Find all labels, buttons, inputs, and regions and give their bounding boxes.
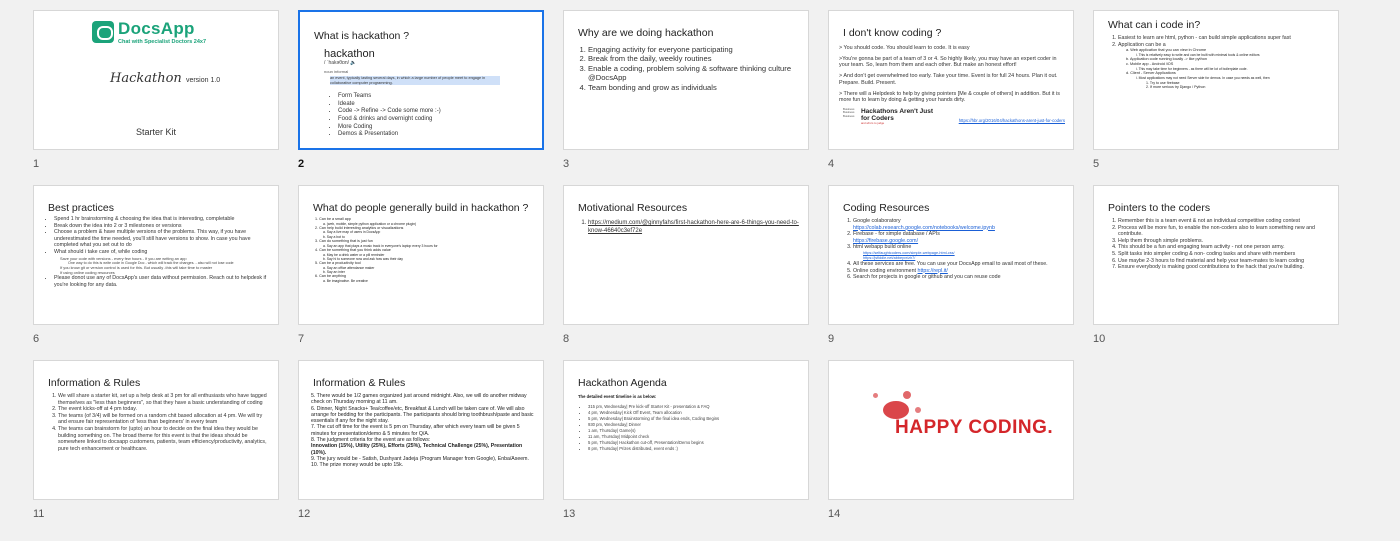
rule-line: 10. The prize money would be upto 15k. <box>311 462 404 469</box>
list-item: • Choose a problem & have multiple versions of the problems. This way, if you have underestimated the time needed, you'll still have versions to show. In case you have completed what you set out to do <box>54 229 270 249</box>
paint-splat <box>903 391 911 399</box>
list-item: One way to do this is write code in Google Doc - which will track the changes. - also will not lose code <box>68 260 234 265</box>
slide-number: 9 <box>828 333 835 345</box>
paragraph: >You're gonna be part of a team of 3 or 4. So highly likely, you may have an expert coder in your team. So, learn from them and each other. But make an honest effort! <box>839 55 1057 69</box>
agenda-item: • 930 pm, Wednesday| Dinner <box>588 422 800 428</box>
numbered-list <box>1104 218 1330 271</box>
agenda-item: • 315 pm, Wednesday| Pre kick-off Starter Kit - presentation & FAQ <box>588 404 800 410</box>
slide-number: 14 <box>828 508 841 520</box>
agenda-list <box>574 404 800 452</box>
agenda-item: • 8 pm, Thursday| Prizes distributed, event ends :) <box>588 446 800 452</box>
list-item: 6. Can be anything <box>315 274 346 279</box>
list-item: • Please donot use any of DocsApp's user data without permission. Reach out to helpdesk if you're looking for any data. <box>54 275 270 288</box>
slide-number: 10 <box>1093 333 1106 345</box>
agenda-item: • 5 pm, Thursday| Hackathon cut-off, Presentation/Demo begins <box>588 440 800 446</box>
list-item: 1. Can be a small app <box>315 217 351 221</box>
numbered-list <box>44 393 270 452</box>
slide-cell-8 <box>563 185 809 347</box>
list-item: b. Say a bot to <box>323 234 345 239</box>
agenda-item: • 4 pm, Wednesday| Kick Off Event, Team allocation <box>588 410 800 416</box>
slide-title: Hackathon version 1.0 <box>110 71 221 86</box>
list-item: 5. Split tasks into simpler coding & non- coding tasks and share with members <box>1118 251 1330 258</box>
slide-cell-4 <box>828 10 1074 172</box>
slide-cell-6 <box>33 185 279 347</box>
bullet-list <box>324 93 534 139</box>
slide-thumbnail-10[interactable] <box>1093 185 1339 325</box>
rule-line: 8. The judgment criteria for the event are as follows: <box>311 437 431 444</box>
slide-title: Best practices <box>48 202 114 214</box>
list-item: 4. The teams can brainstorm for (upto) an hour to decide on the final idea they would be building something on. The broad theme for this event is that the ideas should be somewhere linked to docsapp customers, patients, team efficiency/productivity, analytics, pure tech enhancement or healthcare. <box>58 426 270 452</box>
list-item: 5. Can be a productivity tool <box>315 261 361 266</box>
slide-cell-13 <box>563 360 809 522</box>
slide-title: What is hackathon ? <box>314 30 410 42</box>
rule-line: 6. Dinner, Night Snacks+ Tea/coffee/etc, Breakfast & Lunch will be taken care of. We will also arrange for bedding for the participants. The participants should bring toothbrush/paste and basic essentials if any for the night stay. <box>311 405 534 425</box>
list-item: 2. The event kicks-off at 4 pm today. <box>58 406 270 413</box>
list-item: 3. html webapp build online https://selfaughtcoders.com/simple-webpage-html-css/ https://jsfiddle.net/abbeyvr/zh7/ <box>853 244 1065 261</box>
agenda-item: • 11 am, Thursday| Midpoint check <box>588 434 800 440</box>
list-item: 3. Can do something that is just fun <box>315 239 373 244</box>
paragraph: > There will a Helpdesk to help by giving pointers [Me & couple of others] in addition. But it is more fun to learn by doing & getting your hands dirty. <box>839 90 1060 104</box>
slide-cell-7 <box>298 185 544 347</box>
list-item: i. Most applications may not need Server side for demos. In case you needs as well, then <box>1136 76 1270 81</box>
list-item: 6. Use maybe 2-3 hours to find material and help your team-mates to learn coding <box>1118 258 1330 265</box>
bullet-list <box>44 216 270 256</box>
article-title: Hackathons Aren't Just for Coders <box>860 107 934 122</box>
motivational-link[interactable]: 1. https://medium.com/@ginnyfahs/first-hackathon-here-are-6-things-you-need-to-know-46640c3ef72e <box>588 220 800 235</box>
list-item: a. May be a drink water or a pill reminder <box>323 252 385 257</box>
slide-thumbnail-8[interactable] <box>563 185 809 325</box>
slide-number: 12 <box>298 508 311 520</box>
list-item: • Form Teams <box>338 93 534 101</box>
slide-title: What do people generally build in hackathon ? <box>313 202 529 214</box>
list-item: b. Application code running locally -> like python <box>1126 57 1207 62</box>
slide-thumbnail-4[interactable] <box>828 10 1074 150</box>
slide-subtitle: Starter Kit <box>136 127 177 137</box>
slide-thumbnail-13[interactable] <box>563 360 809 500</box>
slide-cell-10 <box>1093 185 1339 347</box>
slide-title: Coding Resources <box>843 202 930 214</box>
slide-title: Information & Rules <box>313 377 406 389</box>
dictionary-pos: noun informal <box>324 69 349 74</box>
rule-line: 5. There would be 1/2 games organized just around midnight. Also, we will do another midway check on Thursday morning at 11 am. <box>311 393 527 406</box>
list-item: • Demos & Presentation <box>338 131 534 139</box>
article-sub: and who's to judge <box>860 120 885 125</box>
list-item: 1. Try to use firebase <box>1146 80 1180 85</box>
list-item: i. This may take time for beginners - as there will be lot of boilerplate code. <box>1136 66 1248 71</box>
logo-name: DocsApp <box>118 19 195 38</box>
chat-bubble-icon <box>92 21 114 43</box>
paragraph: > And don't get overwhelmed too early. Take your time. Event is for full 24 hours. Plan it out. Prepare. Build. Present. <box>839 73 1058 86</box>
slide-number: 3 <box>563 158 570 170</box>
list-item: • Break down the idea into 2 or 3 milestones or versions <box>54 223 270 230</box>
colab-link[interactable]: https://colab.research.google.com/notebooks/welcome.ipynb <box>853 224 995 231</box>
slide-number: 8 <box>563 333 570 345</box>
list-item: a. Web application that you can view in Chrome <box>1126 48 1207 53</box>
list-item: 4. All these services are free. You can use your DocsApp email to avail most of these. <box>853 261 1065 268</box>
slide-title: Why are we doing hackathon <box>578 27 714 39</box>
list-item: 2. If more serious try Django / Python <box>1146 85 1206 90</box>
slide-thumbnail-1[interactable] <box>33 10 279 150</box>
list-item: 3. Help them through simple problems. <box>1118 238 1330 245</box>
replit-link[interactable]: https://repl.it/ <box>917 267 948 274</box>
article-source: Business Business Business <box>843 106 855 118</box>
slide-thumbnail-6[interactable] <box>33 185 279 325</box>
paint-splat <box>873 393 878 398</box>
slide-number: 7 <box>298 333 305 345</box>
slide-cell-1 <box>33 10 279 172</box>
list-item: • Code -> Refine -> Code some more :-) <box>338 108 534 116</box>
slide-thumbnail-12[interactable] <box>298 360 544 500</box>
list-item: If using online coding resources <box>60 270 115 276</box>
slide-number: 6 <box>33 333 40 345</box>
slide-title: I don't know coding ? <box>843 27 942 39</box>
bullet-list <box>44 275 270 288</box>
list-item: 2. Break from the daily, weekly routines <box>588 54 800 63</box>
list-item: a. Say an office attendance maker <box>323 265 375 270</box>
webpage-link[interactable]: https://selfaughtcoders.com/simple-webpage-html-css/ <box>863 250 955 255</box>
list-item: a. Be imaginative. Be creative <box>323 278 368 283</box>
list-item: • Spend 1 hr brainstorming & choosing the idea that is interesting, completable <box>54 216 270 223</box>
list-item: 2. Process will be more fun, to enable the non-coders also to learn something new and contribute. <box>1118 225 1330 238</box>
slide-number: 2 <box>298 158 305 170</box>
rule-line: 7. The cut off time for the event is 5 pm on Thursday, after which every team will be given 5 minutes for presentation/demo & 5 minutes for Q/A. <box>311 424 520 437</box>
slide-thumbnail-9[interactable] <box>828 185 1074 325</box>
list-item: 1. Google colaboratory https://colab.research.google.com/notebooks/welcome.ipynb <box>853 218 1065 231</box>
happy-coding-text: HAPPY CODING. <box>895 417 1054 438</box>
agenda-item: • 1 am, Thursday| Game(s) <box>588 428 800 434</box>
dictionary-phonetic: / ˈhakəθɒn/ 🔈 <box>324 60 357 66</box>
list-item: 1. Easiest to learn are html, python - can build simple applications super fast <box>1118 35 1330 42</box>
list-item: 3. The teams (of 3/4) will be formed on a random chit based allocation at 4 pm. We will try and ensure fair representation of 'less than beginners' in every team <box>58 413 270 426</box>
list-item: Save your code with versions - every few hours - If you are writing an app <box>60 255 187 261</box>
slide-thumbnail-7[interactable] <box>298 185 544 325</box>
list-item: 1. Engaging activity for everyone participating <box>588 45 800 54</box>
slide-thumbnail-3[interactable] <box>563 10 809 150</box>
happy-coding-image <box>843 383 1059 467</box>
agenda-intro: The detailed event timeline is as below: <box>578 394 657 399</box>
jsfiddle-link[interactable]: https://jsfiddle.net/abbeyvr/zh7/ <box>863 255 916 260</box>
slide-cell-14 <box>828 360 1074 522</box>
slide-number: 1 <box>33 158 40 170</box>
list-item: 4. Can be something that you think adds value <box>315 247 391 252</box>
list-item: 7. Ensure everybody is making good contributions to the hack that you're building. <box>1118 264 1330 271</box>
list-item: 6. Search for projects in google or github and you can reuse code <box>853 274 1065 281</box>
slide-number: 13 <box>563 508 576 520</box>
slide-title: Information & Rules <box>48 377 141 389</box>
slide-thumbnail-11[interactable] <box>33 360 279 500</box>
slide-thumbnail-5[interactable] <box>1093 10 1339 150</box>
numbered-list <box>574 45 800 92</box>
slide-title: Motivational Resources <box>578 202 688 214</box>
version-label: version 1.0 <box>185 77 221 84</box>
list-item: 3. Enable a coding, problem solving & software thinking culture @DocsApp <box>588 64 800 83</box>
slide-thumbnail-14[interactable] <box>828 360 1074 500</box>
list-item: c. Mobile app - Android /iOS <box>1126 62 1174 67</box>
list-item: 1. Remember this is a team event & not an individual competitive coding contest <box>1118 218 1330 225</box>
numbered-list <box>574 220 800 235</box>
slide-cell-11 <box>33 360 279 522</box>
paint-splat <box>915 407 921 413</box>
numbered-list <box>1104 35 1330 48</box>
list-item: b. Say an inter <box>323 270 345 275</box>
list-item: a. Say a live map of users in DocsApp <box>323 230 381 235</box>
list-item: • Ideate <box>338 101 534 109</box>
rule-line: 9. The jury would be - Satish, Dushyant Jadeja (Program Manager from Google), Enba/Aseem. <box>311 455 529 462</box>
dictionary-definition: an event, typically lasting several days, in which a large number of people meet to engage in collaborative computer programming. <box>330 76 500 85</box>
numbered-list <box>839 218 1065 281</box>
article-preview <box>843 108 1065 125</box>
list-item: 2. Can help build interesting analytics or visualizations <box>315 225 404 230</box>
article-link[interactable]: https://hbr.org/2016/04/hackathons-arent-just-for-coders <box>958 117 1065 123</box>
numbered-list <box>309 217 535 283</box>
slide-thumbnail-2[interactable] <box>298 10 544 150</box>
list-item: a. (web, mobile, simple python application or a chrome plugin) <box>323 221 417 226</box>
list-item: 4. Team bonding and grow as individuals <box>588 83 800 92</box>
slide-number: 11 <box>33 508 45 520</box>
slide-cell-12 <box>298 360 544 522</box>
docsapp-logo <box>92 19 206 45</box>
slide-number: 4 <box>828 158 835 170</box>
slide-cell-2 <box>298 10 544 172</box>
list-item: 2. Firebase - for simple database / APIs https://firebase.google.com/ <box>853 231 1065 244</box>
list-item: b. Say hi to someone now and ask how was their day <box>323 256 403 261</box>
list-item: i. This is relatively easy to write and can be built with minimal tools & online editors <box>1136 52 1260 57</box>
slide-cell-5 <box>1093 10 1339 172</box>
slide-number: 5 <box>1093 158 1100 170</box>
list-item: 4. This should be a fun and engaging team activity - not one person army. <box>1118 244 1330 251</box>
list-item: • Food & drinks and overnight coding <box>338 116 534 124</box>
firebase-link[interactable]: https://firebase.google.com/ <box>853 237 919 244</box>
slide-title: Pointers to the coders <box>1108 202 1211 214</box>
list-item: 5. Online coding environment https://repl.it/ <box>853 268 1065 275</box>
logo-tagline: Chat with Specialist Doctors 24x7 <box>118 39 207 45</box>
list-item: • More Coding <box>338 124 534 132</box>
slide-cell-3 <box>563 10 809 172</box>
dictionary-word: hackathon <box>324 48 375 60</box>
slide-title: What can i code in? <box>1108 19 1201 31</box>
list-item: If you know git or version control is used for this. But usually -this will take time to master <box>60 265 213 271</box>
list-item: 2. Application can be a <box>1118 42 1330 49</box>
paragraph: > You should code. You should learn to code. It is easy <box>839 45 970 51</box>
list-item: a. Say an app that plays a music track in everyone's laptop every 3 hours for <box>323 243 438 248</box>
judging-criteria: Innovation (15%), Utility (25%), Efforts (25%), Technical Challenge (25%), Presentation (10%). <box>311 443 523 456</box>
list-item: • What should i take care of, while coding <box>54 249 270 256</box>
list-item: 1. We will share a starter kit, set up a help desk at 3 pm for all enthusiasts who have tagged themselves as "less than beginners", so that they have a basic understanding of coding <box>58 393 270 406</box>
slide-cell-9 <box>828 185 1074 347</box>
list-item: d. Client - Server Applications <box>1126 71 1176 76</box>
slide-title: Hackathon Agenda <box>578 377 667 389</box>
agenda-item: • 5 pm, Wednesday| Brainstorming of the final idea ends, Coding Begins <box>588 416 800 422</box>
